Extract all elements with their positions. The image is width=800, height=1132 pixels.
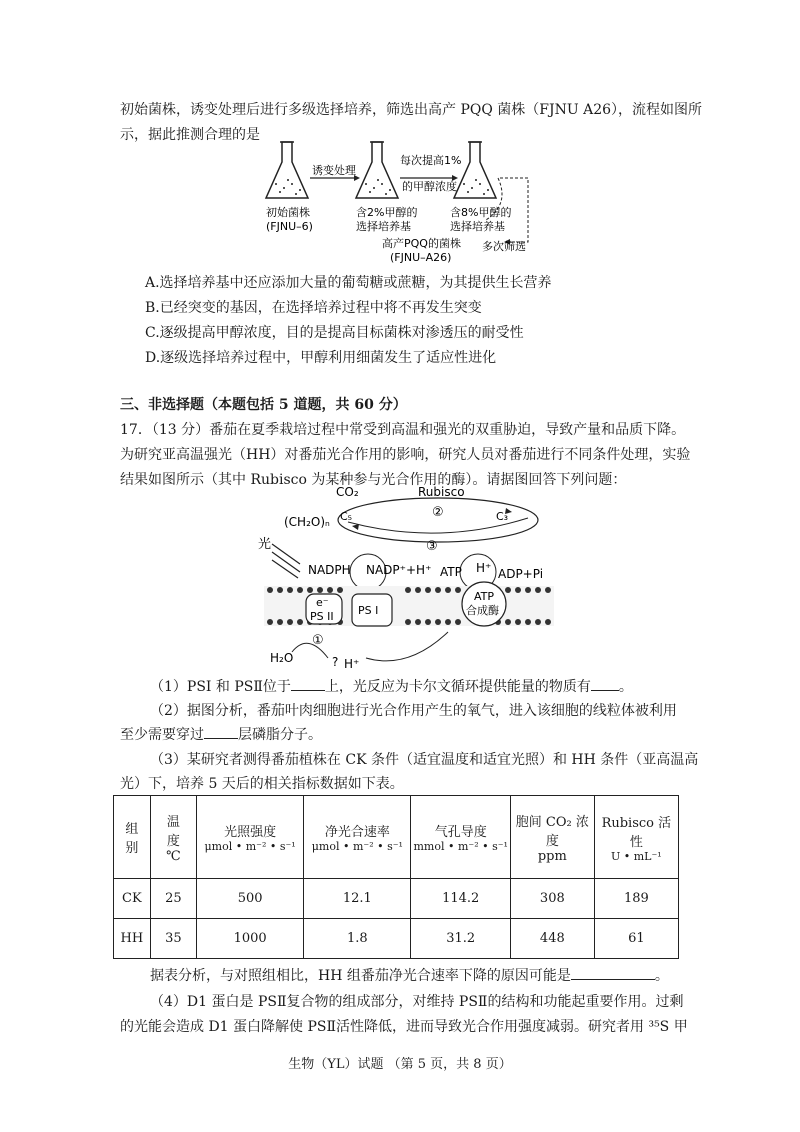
sub-question-4a: （4）D1 蛋白是 PSⅡ复合物的组成部分，对维持 PSⅡ的结构和功能起重要作用。过剩 xyxy=(150,994,684,1010)
sub2-text-c: 层磷脂分子。 xyxy=(238,727,322,743)
reaction-3-marker: ③ xyxy=(426,539,438,554)
answer-blank[interactable] xyxy=(291,676,325,691)
flask2-label-a: 含2%甲醇的 xyxy=(356,206,418,219)
q17-line2: 为研究亚高温强光（HH）对番茄光合作用的影响，研究人员对番茄进行不同条件处理，实验 xyxy=(120,447,691,463)
table-cell: 1.8 xyxy=(304,919,411,959)
table-cell: 114.2 xyxy=(411,879,511,919)
table-cell: 448 xyxy=(510,919,594,959)
sub1-text-a: （1）PSI 和 PSⅡ位于 xyxy=(150,679,291,695)
result-label-a: 高产PQQ的菌株 xyxy=(382,237,461,250)
table-cell: 31.2 xyxy=(411,919,511,959)
table-row xyxy=(114,919,679,959)
sugar-label: (CH₂O)ₙ xyxy=(284,515,330,529)
sub1-text-b: 上，光反应为卡尔文循环提供能量的物质有 xyxy=(324,679,591,695)
sub-question-2b xyxy=(120,724,322,744)
co2-label: CO₂ xyxy=(336,485,359,499)
table-cell: 25 xyxy=(150,879,196,919)
sub-question-3a: （3）某研究者测得番茄植株在 CK 条件（适宜温度和适宜光照）和 HH 条件（亚高温高 xyxy=(150,752,699,768)
selection-flow-diagram xyxy=(260,134,560,278)
atp-label: ATP xyxy=(440,565,462,579)
table-cell: CK xyxy=(114,879,151,919)
table-header: 温 度 ℃ xyxy=(150,796,196,879)
q17-line1: 17．（13 分）番茄在夏季栽培过程中常受到高温和强光的双重胁迫，导致产量和品质下降。 xyxy=(120,422,686,438)
flask1-label-b: (FJNU–6) xyxy=(266,220,313,233)
nadph-label: NADPH xyxy=(308,563,351,577)
electron-label: e⁻ xyxy=(316,596,329,609)
result-label-b: (FJNU–A26) xyxy=(390,251,452,264)
flask1-label-a: 初始菌株 xyxy=(266,206,310,219)
nadp-label: NADP⁺+H⁺ xyxy=(366,563,432,577)
table-cell: HH xyxy=(114,919,151,959)
photosynthesis-diagram xyxy=(248,482,558,676)
step-label-b: 的甲醇浓度 xyxy=(402,180,457,193)
table-cell: 308 xyxy=(510,879,594,919)
page-footer: 生物（YL）试题 （第 5 页，共 8 页） xyxy=(288,1057,512,1072)
table-cell: 1000 xyxy=(197,919,304,959)
adp-label: ADP+Pi xyxy=(498,567,544,581)
table-header: 组 别 xyxy=(114,796,151,879)
table-header: 气孔导度 mmol • m⁻² • s⁻¹ xyxy=(411,796,511,879)
table-header: 光照强度 μmol • m⁻² • s⁻¹ xyxy=(197,796,304,879)
c5-label: C₅ xyxy=(340,510,353,523)
answer-blank[interactable] xyxy=(591,676,619,691)
option-a: A.选择培养基中还应添加大量的葡萄糖或蔗糖，为其提供生长营养 xyxy=(145,275,552,291)
q17-line3: 结果如图所示（其中 Rubisco 为某种参与光合作用的酶）。请据图回答下列问题： xyxy=(120,472,627,488)
flask-icon xyxy=(356,142,398,198)
sub2-text-b: 至少需要穿过 xyxy=(120,727,204,743)
mutagenesis-label: 诱变处理 xyxy=(312,164,356,177)
flask-icon xyxy=(266,142,308,198)
option-d: D.逐级选择培养过程中，甲醇利用细菌发生了适应性进化 xyxy=(145,350,497,366)
table-header: 胞间 CO₂ 浓 度 ppm xyxy=(510,796,594,879)
answer-blank[interactable] xyxy=(204,724,238,739)
loop-label: 多次筛选 xyxy=(482,240,526,253)
proton-bottom-label: H⁺ xyxy=(344,657,360,671)
ps2-label: PS II xyxy=(310,610,334,623)
reaction-1-marker: ① xyxy=(312,633,324,648)
flask3-label-a: 含8%甲醇的 xyxy=(450,206,512,219)
proton-top-label: H⁺ xyxy=(476,561,492,575)
water-label: H₂O xyxy=(270,651,294,665)
flask-icon xyxy=(454,142,496,198)
table-cell: 189 xyxy=(594,879,678,919)
option-b: B.已经突变的基因，在选择培养过程中将不再发生突变 xyxy=(145,300,482,316)
table-cell: 500 xyxy=(197,879,304,919)
table-cell: 61 xyxy=(594,919,678,959)
light-rays-icon xyxy=(272,544,300,578)
table-row xyxy=(114,879,679,919)
sub-question-1: （1）PSI 和 PSⅡ位于 上，光反应为卡尔文循环提供能量的物质有 。 xyxy=(150,676,633,696)
ps1-label: PS I xyxy=(358,604,379,617)
flask3-label-b: 选择培养基 xyxy=(450,220,505,233)
rubisco-label: Rubisco xyxy=(418,485,465,499)
table-header-row xyxy=(114,796,679,879)
flask2-label-b: 选择培养基 xyxy=(356,220,411,233)
table-analysis-question: 据表分析，与对照组相比，HH 组番茄净光合速率下降的原因可能是 。 xyxy=(150,965,669,985)
table-cell: 12.1 xyxy=(304,879,411,919)
table-header: 净光合速率 μmol • m⁻² • s⁻¹ xyxy=(304,796,411,879)
light-label: 光 xyxy=(258,537,272,552)
atp-synthase-label-b: 合成酶 xyxy=(466,604,499,617)
analysis-text: 据表分析，与对照组相比，HH 组番茄净光合速率下降的原因可能是 xyxy=(150,968,571,984)
answer-blank[interactable] xyxy=(571,965,655,980)
c3-label: C₃ xyxy=(496,510,509,523)
data-table xyxy=(113,795,679,959)
sub-question-4b: 的光能会造成 D1 蛋白降解使 PSⅡ活性降低，进而导致光合作用强度减弱。研究者用 ³⁵S 甲 xyxy=(120,1019,688,1035)
step-label-a: 每次提高1% xyxy=(400,154,462,167)
sub-question-3b: 光）下，培养 5 天后的相关指标数据如下表。 xyxy=(120,776,404,792)
table-header: Rubisco 活 性 U • mL⁻¹ xyxy=(594,796,678,879)
unknown-product-label: ? xyxy=(332,655,339,669)
section-heading: 三、非选择题（本题包括 5 道题，共 60 分） xyxy=(120,397,407,413)
option-c: C.逐级提高甲醇浓度，目的是提高目标菌株对渗透压的耐受性 xyxy=(145,325,524,341)
q16-stem-line1: 初始菌株，诱变处理后进行多级选择培养，筛选出高产 PQQ 菌株（FJNU A26），流程如图所 xyxy=(120,102,703,118)
q16-stem-line2: 示，据此推测合理的是 xyxy=(120,127,260,143)
atp-synthase-label-a: ATP xyxy=(474,590,495,603)
reaction-2-marker: ② xyxy=(432,505,444,520)
table-cell: 35 xyxy=(150,919,196,959)
sub-question-2a: （2）据图分析，番茄叶肉细胞进行光合作用产生的氧气，进入该细胞的线粒体被利用 xyxy=(150,703,677,719)
